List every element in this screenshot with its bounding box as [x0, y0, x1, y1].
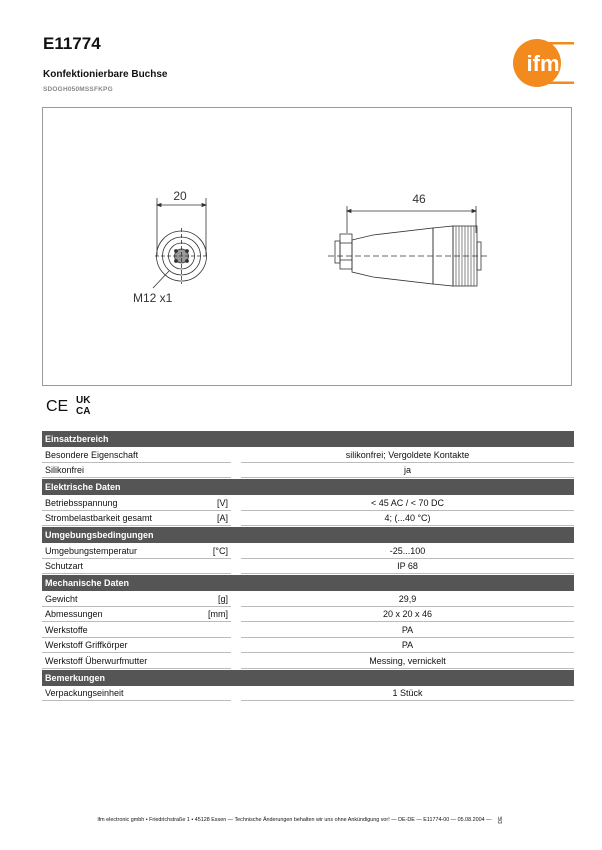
spec-gap: [231, 464, 241, 479]
section-title: Elektrische Daten: [42, 479, 574, 495]
spec-unit: [200, 654, 231, 669]
spec-unit: [200, 639, 231, 654]
footer: [0, 817, 602, 823]
spec-label: Besondere Eigenschaft: [42, 448, 200, 463]
spec-label: Schutzart: [42, 560, 200, 575]
spec-unit: [g]: [200, 592, 231, 607]
spec-unit: [200, 560, 231, 575]
spec-unit: [V]: [200, 496, 231, 511]
dimension-drawing: [42, 107, 572, 386]
ukca-mark-line2: CA: [76, 406, 91, 416]
spec-gap: [231, 512, 241, 527]
thread-label: M12 x1: [133, 291, 173, 305]
front-view: [153, 198, 208, 288]
spec-gap: [231, 639, 241, 654]
spec-unit: [200, 687, 231, 702]
spec-label: Betriebsspannung: [42, 496, 200, 511]
section-title: Bemerkungen: [42, 670, 574, 686]
product-name: Konfektionierbare Buchse: [43, 69, 168, 80]
section-title: Mechanische Daten: [42, 575, 574, 591]
spec-row: [42, 512, 574, 527]
certification-marks: [46, 394, 106, 416]
spec-unit: [200, 623, 231, 638]
spec-table: [42, 430, 574, 702]
spec-gap: [231, 623, 241, 638]
spec-row: [42, 608, 574, 623]
ukca-mark-line1: UK: [76, 395, 91, 406]
spec-row: [42, 687, 574, 702]
spec-label: Werkstoffe: [42, 623, 200, 638]
spec-value: PA: [241, 623, 574, 638]
product-code: SDOGH050MSSFKPG: [43, 86, 113, 93]
spec-label: Strombelastbarkeit gesamt: [42, 512, 200, 527]
spec-row: [42, 496, 574, 511]
ifm-logo: [512, 38, 574, 88]
spec-gap: [231, 560, 241, 575]
spec-value: 4; (...40 °C): [241, 512, 574, 527]
spec-label: Umgebungstemperatur: [42, 544, 200, 559]
side-view: [328, 206, 488, 286]
spec-row: [42, 560, 574, 575]
spec-value: silikonfrei; Vergoldete Kontakte: [241, 448, 574, 463]
section-title: Umgebungsbedingungen: [42, 527, 574, 543]
section-header: [42, 479, 574, 495]
footer-text: ifm electronic gmbh • Friedrichstraße 1 • 45128 Essen — Technische Änderungen behalten wir uns ohne Ankündigung vor! — DE-DE — E11774-00 — 05.08.2004 —: [97, 817, 492, 823]
spec-value: -25...100: [241, 544, 574, 559]
spec-gap: [231, 687, 241, 702]
spec-value: IP 68: [241, 560, 574, 575]
section-header: [42, 527, 574, 543]
spec-row: [42, 654, 574, 669]
spec-value: Messing, vernickelt: [241, 654, 574, 669]
spec-gap: [231, 448, 241, 463]
spec-value: ja: [241, 464, 574, 479]
spec-row: [42, 592, 574, 607]
spec-label: Silikonfrei: [42, 464, 200, 479]
spec-unit: [mm]: [200, 608, 231, 623]
spec-unit: [200, 448, 231, 463]
section-header: [42, 575, 574, 591]
spec-value: < 45 AC / < 70 DC: [241, 496, 574, 511]
side-length-label: 46: [412, 192, 426, 206]
spec-label: Verpackungseinheit: [42, 687, 200, 702]
spec-gap: [231, 544, 241, 559]
spec-gap: [231, 592, 241, 607]
spec-row: [42, 448, 574, 463]
spec-value: 20 x 20 x 46: [241, 608, 574, 623]
spec-unit: [200, 464, 231, 479]
spec-gap: [231, 654, 241, 669]
spec-label: Gewicht: [42, 592, 200, 607]
footer-lang-mark: DE: [497, 816, 504, 824]
spec-label: Werkstoff Griffkörper: [42, 639, 200, 654]
spec-unit: [°C]: [200, 544, 231, 559]
ce-mark: CE: [46, 398, 69, 415]
spec-row: [42, 544, 574, 559]
section-header: [42, 670, 574, 686]
logo-text: ifm: [526, 51, 560, 76]
section-header: [42, 431, 574, 447]
spec-gap: [231, 496, 241, 511]
spec-unit: [A]: [200, 512, 231, 527]
spec-gap: [231, 608, 241, 623]
spec-row: [42, 464, 574, 479]
article-number: E11774: [43, 34, 101, 53]
spec-value: PA: [241, 639, 574, 654]
spec-label: Werkstoff Überwurfmutter: [42, 654, 200, 669]
spec-value: 29,9: [241, 592, 574, 607]
spec-row: [42, 639, 574, 654]
section-title: Einsatzbereich: [42, 431, 574, 447]
spec-value: 1 Stück: [241, 687, 574, 702]
spec-row: [42, 623, 574, 638]
front-width-label: 20: [173, 189, 187, 203]
spec-label: Abmessungen: [42, 608, 200, 623]
